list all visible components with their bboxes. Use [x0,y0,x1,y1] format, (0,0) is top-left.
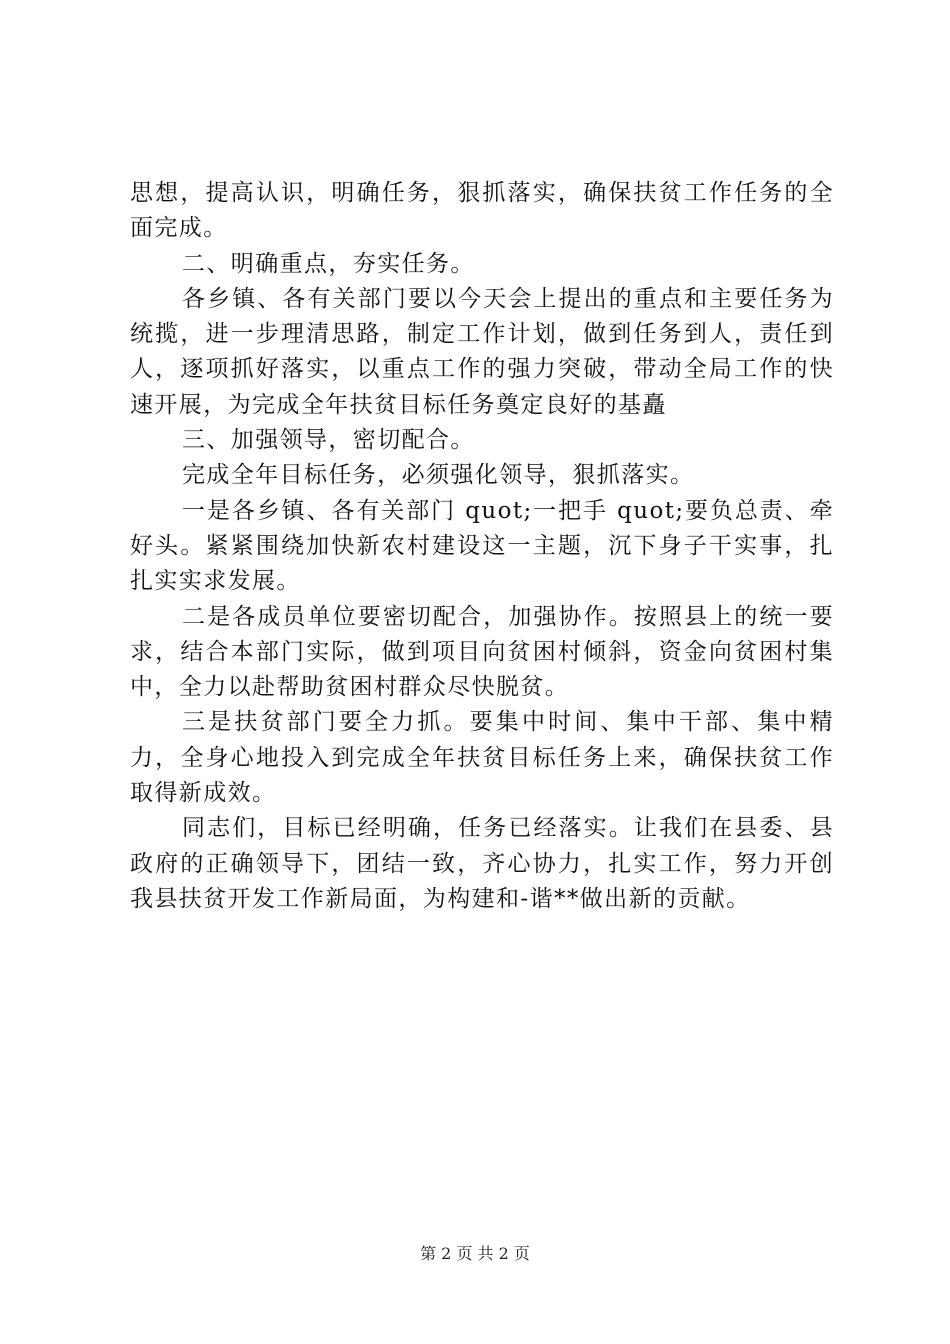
paragraph: 完成全年目标任务，必须强化领导，狠抓落实。 [182,462,695,489]
paragraph-continuation: 思想，提高认识，明确任务，狠抓落实，确保扶贫工作任务的全面完成。 [130,180,834,242]
closing-paragraph: 同志们，目标已经明确，任务已经落实。让我们在县委、县政府的正确领导下，团结一致，齐心协力，扎实工作，努力开创我县扶贫开发工作新局面，为构建和-谐**做出新的贡献。 [130,815,834,912]
paragraph: 三是扶贫部门要全力抓。要集中时间、集中干部、集中精力，全身心地投入到完成全年扶贫目标任务上来，确保扶贫工作取得新成效。 [130,709,834,807]
section-heading-3: 三、加强领导，密切配合。 [182,427,475,454]
paragraph: 二是各成员单位要密切配合，加强协作。按照县上的统一要求，结合本部门实际，做到项目向贫困村倾斜，资金向贫困村集中，全力以赴帮助贫困村群众尽快脱贫。 [130,603,834,701]
document-body [130,176,834,917]
paragraph: 各乡镇、各有关部门要以今天会上提出的重点和主要任务为统揽，进一步理清思路，制定工作计划，做到任务到人，责任到人，逐项抓好落实，以重点工作的强力突破，带动全局工作的快速开展，为完成全年扶贫目标任务奠定良好的基矗 [130,285,834,418]
page-footer: 第 2 页 共 2 页 [420,1244,530,1263]
paragraph: 一是各乡镇、各有关部门 quot;一把手 quot;要负总责、牵好头。紧紧围绕加快新农村建设这一主题，沉下身子干实事，扎扎实实求发展。 [130,497,834,595]
section-heading-2: 二、明确重点，夯实任务。 [182,250,475,277]
